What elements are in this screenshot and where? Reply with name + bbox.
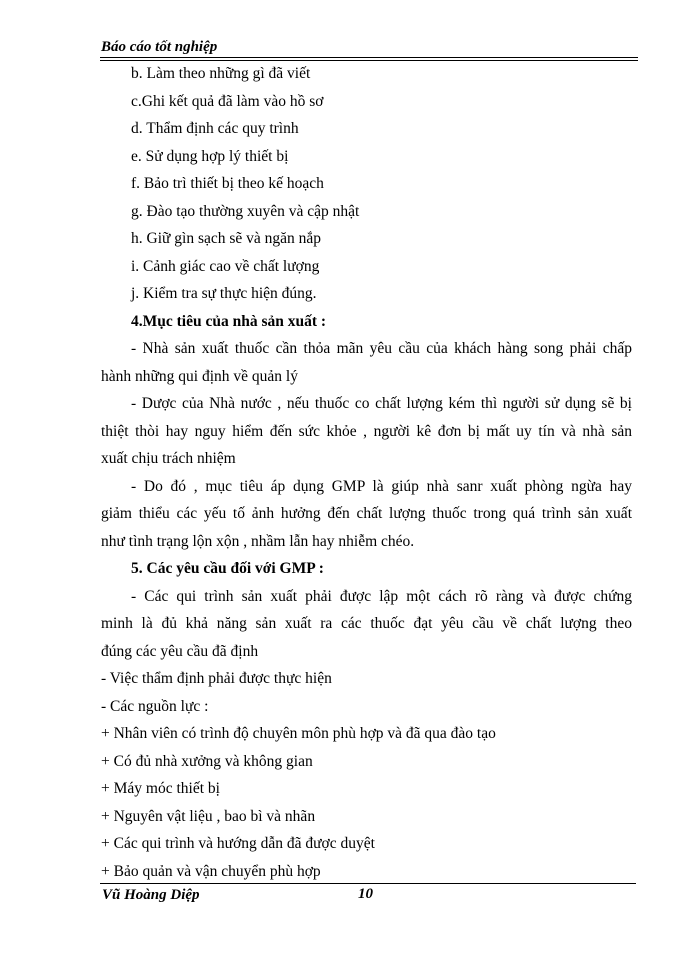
paragraph-line: thiệt thòi hay nguy hiểm đến sức khỏe , người kê đơn bị mất uy tín và nhà sản xyxy=(101,422,632,440)
paragraph-line: - Các qui trình sản xuất phải được lập một cách rõ ràng và được chứng xyxy=(131,587,632,605)
header-title: Báo cáo tốt nghiệp xyxy=(101,39,218,55)
resource-item: + Các qui trình và hướng dẫn đã được duyệt xyxy=(101,835,375,852)
list-item: g. Đào tạo thường xuyên và cập nhật xyxy=(131,202,360,220)
resource-item: + Máy móc thiết bị xyxy=(101,780,220,797)
list-item: d. Thẩm định các quy trình xyxy=(131,120,299,137)
paragraph-line: đúng các yêu cầu đã định xyxy=(101,642,259,660)
resource-item: + Nhân viên có trình độ chuyên môn phù hợp và đã qua đào tạo xyxy=(101,725,496,742)
list-item: e. Sử dụng hợp lý thiết bị xyxy=(131,147,289,165)
paragraph-line: - Do đó , mục tiêu áp dụng GMP là giúp nhà sanr xuất phòng ngừa hay xyxy=(131,477,632,495)
list-item: j. Kiểm tra sự thực hiện đúng. xyxy=(131,285,317,302)
list-item: - Việc thẩm định phải được thực hiện xyxy=(101,670,332,687)
header-rule-top xyxy=(100,57,638,58)
list-item: b. Làm theo những gì đã viết xyxy=(131,65,311,82)
list-item: c.Ghi kết quả đã làm vào hồ sơ xyxy=(131,92,324,110)
list-item: h. Giữ gìn sạch sẽ và ngăn nắp xyxy=(131,230,322,247)
resource-item: + Có đủ nhà xưởng và không gian xyxy=(101,752,313,770)
page-number: 10 xyxy=(358,886,373,902)
paragraph-line: xuất chịu trách nhiệm xyxy=(101,450,236,467)
document-body xyxy=(101,60,632,885)
paragraph-line: minh là đủ khả năng sản xuất ra các thuốc đạt yêu cầu về chất lượng theo xyxy=(101,615,632,632)
paragraph-line: như tình trạng lộn xộn , nhầm lẫn hay nhiễm chéo. xyxy=(101,532,415,550)
paragraph-line: - Dược của Nhà nước , nếu thuốc co chất lượng kém thì người sử dụng sẽ bị xyxy=(131,395,632,412)
paragraph-line: hành những qui định về quản lý xyxy=(101,367,298,385)
list-item: i. Cảnh giác cao về chất lượng xyxy=(131,257,320,275)
section-5-heading: 5. Các yêu cầu đối với GMP : xyxy=(131,560,324,577)
resource-item: + Bảo quản và vận chuyển phù hợp xyxy=(101,862,321,880)
footer-rule xyxy=(100,883,636,884)
resource-item: + Nguyên vật liệu , bao bì và nhãn xyxy=(101,807,316,825)
paragraph-line: - Nhà sản xuất thuốc cần thỏa mãn yêu cầu của khách hàng song phải chấp xyxy=(131,340,632,357)
list-item: f. Bảo trì thiết bị theo kế hoạch xyxy=(131,175,324,192)
list-item: - Các nguồn lực : xyxy=(101,697,209,715)
paragraph-line: giảm thiểu các yếu tố ảnh hưởng đến chất lượng thuốc trong quá trình sản xuất xyxy=(101,505,632,522)
section-4-heading: 4.Mục tiêu của nhà sản xuất : xyxy=(131,312,327,330)
footer-author: Vũ Hoàng Diệp xyxy=(102,887,200,903)
